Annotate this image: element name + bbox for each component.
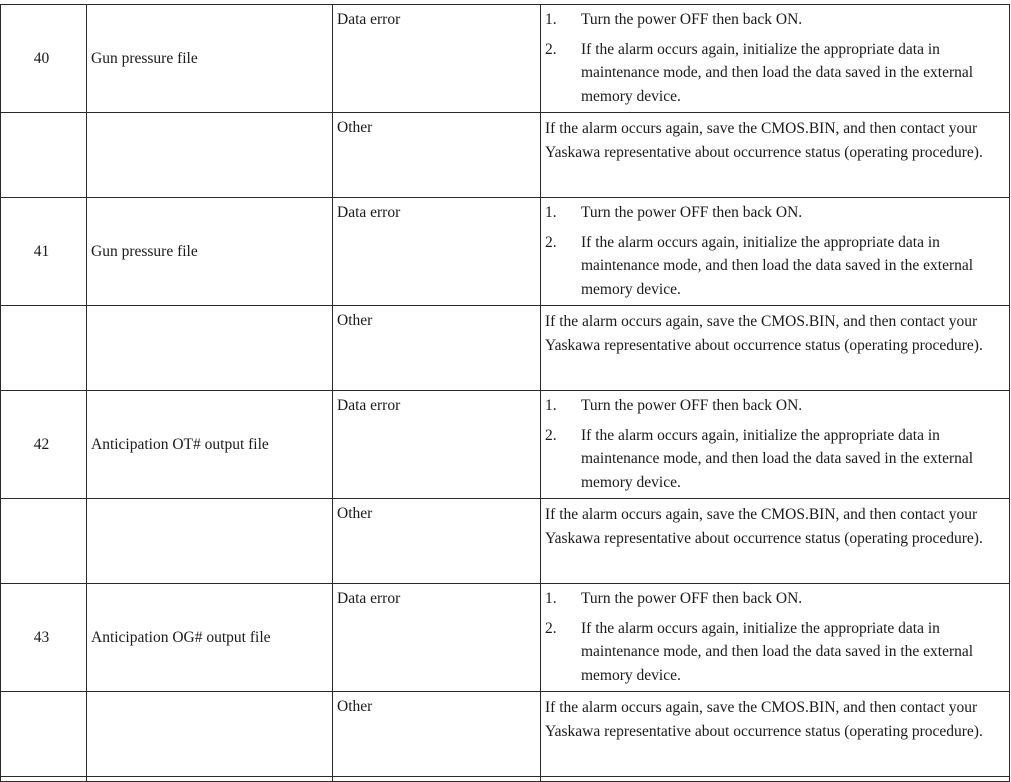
- alarm-number: 42: [1, 391, 87, 499]
- table-row: [1, 113, 1010, 198]
- step-text: If the alarm occurs again, initialize the appropriate data in maintenance mode, and then load the data saved in the external memory device.: [581, 619, 974, 684]
- alarm-number-empty: [1, 306, 87, 391]
- alarm-file-name: Anticipation OT# output file: [87, 391, 333, 499]
- step-number: 2.: [545, 40, 557, 58]
- step-number: 1.: [545, 11, 557, 28]
- step-text: Turn the power OFF then back ON.: [581, 11, 803, 28]
- empty-cell: [87, 777, 333, 782]
- alarm-file-name-empty: [87, 499, 333, 584]
- remedy-cell: If the alarm occurs again, save the CMOS.BIN, and then contact your Yaskawa representative about occurrence status (operating procedure).: [541, 692, 1010, 777]
- step-text: If the alarm occurs again, initialize the appropriate data in maintenance mode, and then load the data saved in the external memory device.: [581, 40, 974, 105]
- table-row: [1, 391, 1010, 499]
- remedy-step: [545, 38, 1003, 109]
- alarm-table-body: [1, 5, 1010, 782]
- cause-cell: Data error: [333, 198, 541, 306]
- step-text: Turn the power OFF then back ON.: [581, 590, 803, 607]
- alarm-file-name-empty: [87, 306, 333, 391]
- step-number: 2.: [545, 426, 557, 444]
- remedy-cell: If the alarm occurs again, save the CMOS.BIN, and then contact your Yaskawa representative about occurrence status (operating procedure).: [541, 306, 1010, 391]
- cause-cell: Data error: [333, 584, 541, 692]
- table-row-continuation: [1, 777, 1010, 782]
- cause-cell: Other: [333, 499, 541, 584]
- remedy-cell: [541, 5, 1010, 113]
- table-row: [1, 692, 1010, 777]
- remedy-step: [545, 201, 1003, 225]
- remedy-step: [545, 231, 1003, 302]
- step-number: 1.: [545, 204, 557, 221]
- alarm-file-name: Anticipation OG# output file: [87, 584, 333, 692]
- step-number: 2.: [545, 619, 557, 637]
- cause-cell: Data error: [333, 5, 541, 113]
- alarm-number: 40: [1, 5, 87, 113]
- empty-cell: [541, 777, 1010, 782]
- cause-cell: Data error: [333, 391, 541, 499]
- remedy-cell: [541, 198, 1010, 306]
- alarm-file-name: Gun pressure file: [87, 198, 333, 306]
- remedy-step: [545, 424, 1003, 495]
- step-number: 2.: [545, 233, 557, 251]
- alarm-file-name-empty: [87, 692, 333, 777]
- alarm-number: 43: [1, 584, 87, 692]
- alarm-file-name-empty: [87, 113, 333, 198]
- step-text: If the alarm occurs again, initialize the appropriate data in maintenance mode, and then load the data saved in the external memory device.: [581, 426, 974, 491]
- remedy-cell: [541, 584, 1010, 692]
- remedy-step: [545, 394, 1003, 418]
- table-row: [1, 5, 1010, 113]
- remedy-step: [545, 8, 1003, 32]
- remedy-cell: If the alarm occurs again, save the CMOS.BIN, and then contact your Yaskawa representative about occurrence status (operating procedure).: [541, 499, 1010, 584]
- alarm-file-name: Gun pressure file: [87, 5, 333, 113]
- alarm-number-empty: [1, 692, 87, 777]
- table-row: [1, 499, 1010, 584]
- empty-cell: [333, 777, 541, 782]
- alarm-table: [0, 4, 1010, 782]
- remedy-cell: If the alarm occurs again, save the CMOS.BIN, and then contact your Yaskawa representative about occurrence status (operating procedure).: [541, 113, 1010, 198]
- alarm-number-empty: [1, 113, 87, 198]
- cause-cell: Other: [333, 692, 541, 777]
- table-row: [1, 198, 1010, 306]
- step-text: Turn the power OFF then back ON.: [581, 397, 803, 414]
- step-text: Turn the power OFF then back ON.: [581, 204, 803, 221]
- cause-cell: Other: [333, 306, 541, 391]
- alarm-number: 41: [1, 198, 87, 306]
- step-number: 1.: [545, 397, 557, 414]
- remedy-step: [545, 617, 1003, 688]
- empty-cell: [1, 777, 87, 782]
- table-row: [1, 306, 1010, 391]
- step-number: 1.: [545, 590, 557, 607]
- cause-cell: Other: [333, 113, 541, 198]
- remedy-step: [545, 587, 1003, 611]
- step-text: If the alarm occurs again, initialize the appropriate data in maintenance mode, and then load the data saved in the external memory device.: [581, 233, 974, 298]
- remedy-cell: [541, 391, 1010, 499]
- alarm-number-empty: [1, 499, 87, 584]
- table-row: [1, 584, 1010, 692]
